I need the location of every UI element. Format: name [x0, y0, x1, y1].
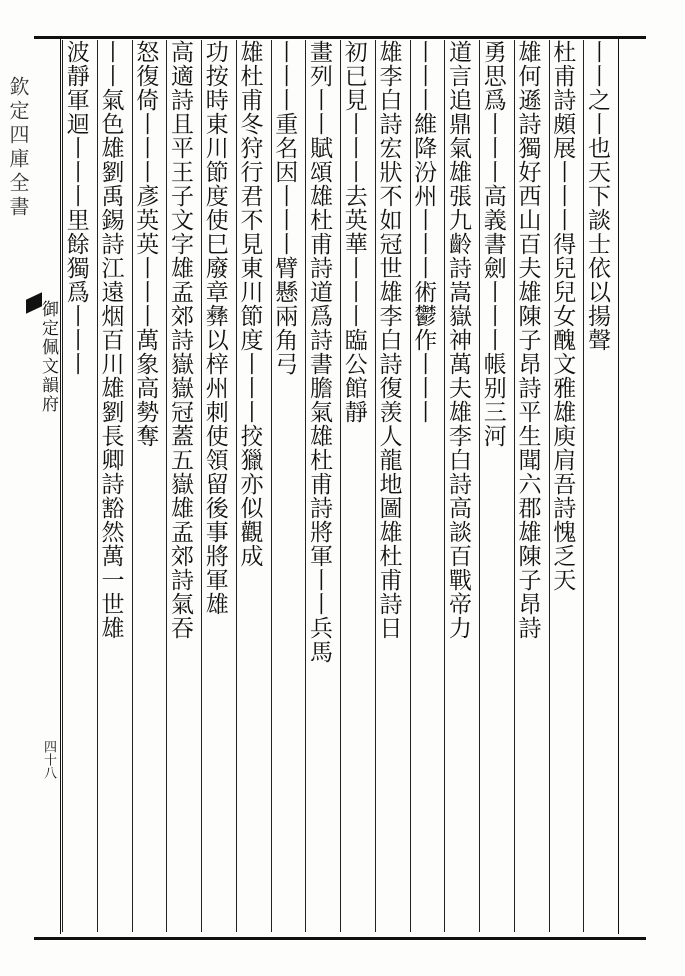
text-column: 雄李白詩宏狀不如冠世雄李白詩復羡人龍地圖雄杜甫詩日 [375, 40, 410, 932]
text-column: 初已見丨丨丨去英華丨丨丨臨公館靜 [340, 40, 375, 932]
book-title-colophon: 御定佩文韻府 [38, 300, 58, 414]
text-column: 功按時東川節度使巳廢章彝以梓州刺使領留後事將軍雄 [201, 40, 236, 932]
page-margin [0, 36, 34, 934]
text-column: 丨丨之丨也天下談士依以揚聲 [583, 40, 618, 932]
text-columns [62, 40, 618, 932]
text-column: 丨丨丨維降汾州丨丨丨術鬱作丨丨丨 [410, 40, 445, 932]
text-column: 畫列丨丨賦頌雄杜甫詩道爲詩書膽氣雄杜甫詩將軍丨丨兵馬 [305, 40, 340, 932]
text-column: 波靜軍迴丨丨丨里餘獨爲丨丨丨 [62, 40, 97, 932]
bleed-through-header: 欽定四庫全書 [6, 76, 30, 220]
text-column: 怒復倚丨丨丨彥英英丨丨丨萬象高勢奪 [132, 40, 167, 932]
text-column: 道言追鼎氣雄張九齡詩嵩嶽神萬夫雄李白詩高談百戰帝力 [444, 40, 479, 932]
text-column: 丨丨氣色雄劉禹錫詩江遠烟百川雄劉長卿詩豁然萬一世雄 [97, 40, 132, 932]
text-column: 雄杜甫冬狩行君不見東川節度丨丨丨挍獵亦似觀成 [236, 40, 271, 932]
text-column: 雄何遜詩獨好西山百夫雄陳子昂詩平生聞六郡雄陳子昂詩 [514, 40, 549, 932]
text-column: 丨丨丨重名因丨丨丨臂懸兩角弓 [271, 40, 306, 932]
page-number: 四十八 [41, 740, 56, 779]
column-rule-right [618, 38, 619, 934]
text-column: 杜甫詩頗展丨丨丨得兒兒女醜文雅雄庾肩吾詩愧乏天 [549, 40, 584, 932]
text-column: 高適詩且平王子文字雄孟郊詩嶽嶽冠蓋五嶽雄孟郊詩氣吞 [166, 40, 201, 932]
column-rule-left [60, 38, 61, 934]
text-column: 勇思爲丨丨丨高義書劍丨丨丨帳别三河 [479, 40, 514, 932]
